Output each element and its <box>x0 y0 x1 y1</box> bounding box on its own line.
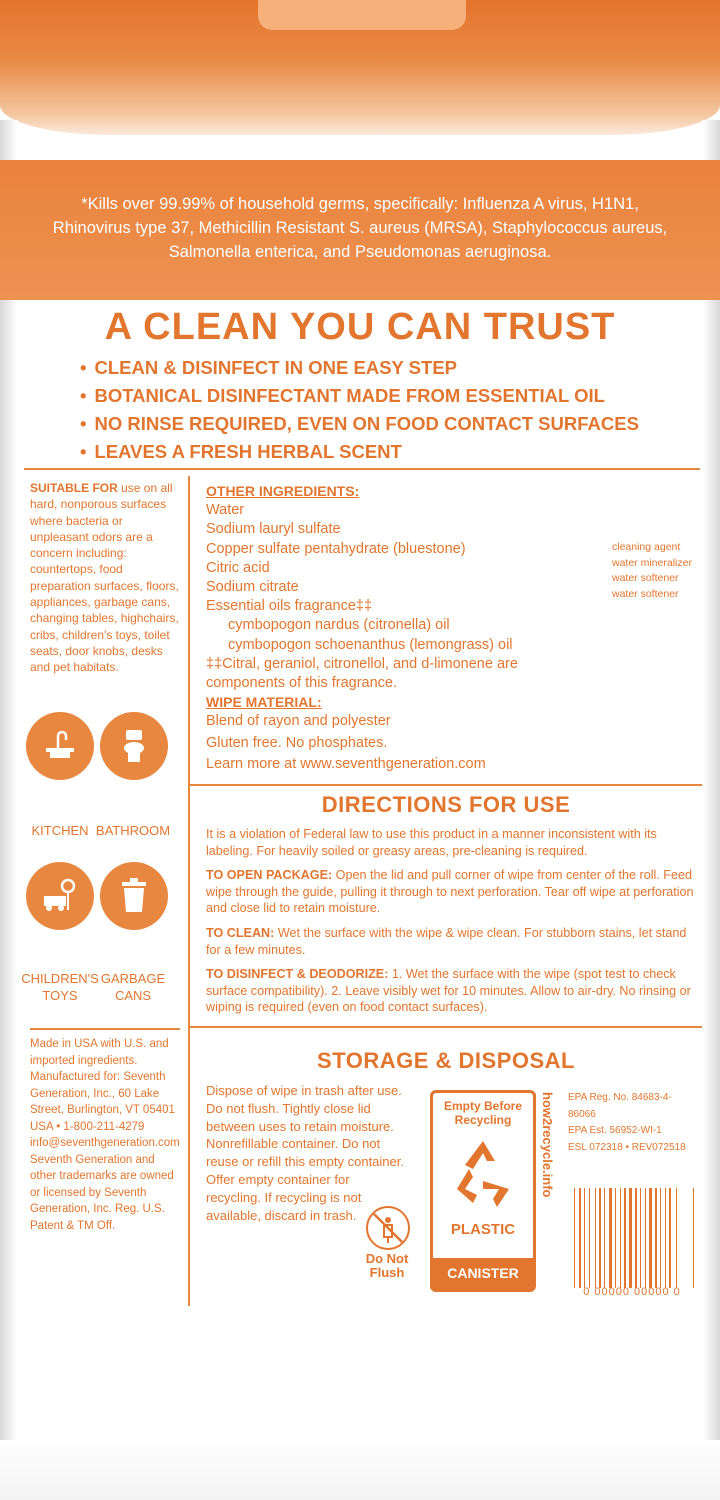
ingredient-item: Water <box>206 502 245 519</box>
suitable-for-text: SUITABLE FOR use on all hard, nonporous surfaces where bacteria or unpleasant odors are a concern including: countertops, food preparation surfaces, floors, appliances, garbage cans, changing tables, highchairs, cribs, children's toys, toilet seats, door knobs, desks and pet habitats. <box>30 481 179 675</box>
directions-intro: It is a violation of Federal law to use this product in a manner inconsistent with its labeling. For heavily soiled or greasy areas, pre-cleaning is required. <box>206 827 657 858</box>
headline: A CLEAN YOU CAN TRUST <box>104 306 616 348</box>
barcode <box>574 1188 694 1288</box>
divider <box>30 1028 180 1030</box>
how2recycle-link[interactable]: how2recycle.info <box>540 1092 555 1198</box>
barcode-bar <box>655 1188 657 1288</box>
epa-reg: EPA Reg. No. 84683-4-86066 <box>568 1092 672 1120</box>
feature-item: • NO RINSE REQUIRED, EVEN ON FOOD CONTACT SURFACES <box>80 413 639 434</box>
ingredient-sub-item: cymbopogon schoenanthus (lemongrass) oil <box>228 636 513 653</box>
ingredients-title: OTHER INGREDIENTS: <box>206 483 360 499</box>
divider <box>190 1026 702 1028</box>
use-icon-label: BATHROOM <box>95 823 171 838</box>
barcode-bar <box>629 1188 632 1288</box>
vertical-divider <box>188 476 190 1306</box>
feature-item: • LEAVES A FRESH HERBAL SCENT <box>80 441 402 462</box>
ingredient-item: Citric acid <box>206 559 270 576</box>
directions-open: TO OPEN PACKAGE: Open the lid and pull corner of wipe from center of the roll. Feed wipe through the guide, pulling it through to next perforation. Tear off wipe at perforation and close lid to retain moisture. <box>206 868 694 916</box>
directions-clean: TO CLEAN: Wet the surface with the wipe & wipe clean. For stubborn stains, let stand for a few minutes. <box>206 925 687 957</box>
barcode-bar <box>676 1188 677 1288</box>
epa-est: EPA Est. 56952-WI-1 <box>568 1125 662 1136</box>
barcode-bar <box>579 1188 581 1288</box>
barcode-bar <box>609 1188 612 1288</box>
esl-code: ESL 072318 • REV072518 <box>568 1141 686 1153</box>
feature-list <box>80 354 680 466</box>
ingredient-role: water mineralizer <box>612 556 692 569</box>
sink-icon <box>26 712 94 780</box>
fragrance-footnote: ‡‡Citral, geraniol, citronellol, and d-limonene are components of this fragrance. <box>206 655 518 692</box>
wipe-material-text: Blend of rayon and polyester <box>206 713 391 730</box>
feature-item: • CLEAN & DISINFECT IN ONE EASY STEP <box>80 357 457 378</box>
ingredients-panel <box>206 482 606 774</box>
barcode-bar <box>665 1188 666 1288</box>
ingredient-role: water softener <box>612 587 679 600</box>
use-icon-label: CHILDREN'S TOYS <box>21 971 99 1003</box>
use-icon-label: GARBAGE CANS <box>100 971 166 1003</box>
ingredient-role: cleaning agent <box>612 541 681 553</box>
recycle-type: CANISTER <box>433 1258 533 1289</box>
directions-disinfect: TO DISINFECT & DEODORIZE: 1. Wet the surface with the wipe (spot test to check surface compatibility). 2. Leave visibly wet for 10 minutes. Allow to air-dry. No rinsing or wiping is required (even on food contact surfaces). <box>206 967 691 1015</box>
gluten-free-text: Gluten free. No phosphates. <box>206 734 388 751</box>
barcode-bar <box>669 1188 671 1288</box>
epa-info <box>568 1090 698 1156</box>
barcode-bar <box>584 1188 585 1288</box>
use-icon-bathroom <box>100 712 168 780</box>
ingredient-item: Copper sulfate pentahydrate (bluestone) <box>206 540 466 557</box>
canister-bottom <box>0 1440 720 1500</box>
barcode-bar <box>624 1188 626 1288</box>
barcode-bar <box>604 1188 605 1288</box>
use-icon-label: KITCHEN <box>31 823 89 838</box>
ingredient-role: water softener <box>612 572 679 584</box>
barcode-number: 0 00000 00000 0 <box>583 1286 681 1298</box>
barcode-bar <box>595 1188 596 1288</box>
ingredient-item: Sodium citrate <box>206 579 299 596</box>
learn-more-text: Learn more at www.seventhgeneration.com <box>206 755 486 772</box>
barcode-bar <box>645 1188 646 1288</box>
use-icon-garbage <box>100 862 168 930</box>
do-not-flush-label: Do Not Flush <box>365 1251 409 1280</box>
use-icon-kitchen <box>26 712 94 780</box>
ingredient-item: Sodium lauryl sulfate <box>206 521 341 538</box>
storage-text: Dispose of wipe in trash after use. Do not flush. Tightly close lid between uses to retain moisture. Nonrefillable container. Do not reuse or refill this empty container. Offer empty container for recycling. If recycling is not available, discard in trash. <box>206 1083 404 1223</box>
barcode-bar <box>620 1188 621 1288</box>
ingredient-sub-item: cymbopogon nardus (citronella) oil <box>228 617 450 634</box>
divider <box>190 784 702 786</box>
recycle-icon <box>443 1133 523 1213</box>
recycling-label <box>430 1090 536 1292</box>
empty-before-recycling: Empty Before Recycling <box>443 1099 523 1127</box>
barcode-bar <box>599 1188 601 1288</box>
feature-item: • BOTANICAL DISINFECTANT MADE FROM ESSENTIAL OIL <box>80 385 605 406</box>
barcode-bar <box>615 1188 616 1288</box>
wipe-material-title: WIPE MATERIAL: <box>206 694 322 711</box>
barcode-bar <box>635 1188 637 1288</box>
divider <box>24 468 700 470</box>
ingredient-item: Essential oils fragrance‡‡ <box>206 598 373 615</box>
toys-icon <box>26 862 94 930</box>
ingredient-roles <box>612 540 712 602</box>
recycle-material: PLASTIC <box>450 1221 516 1238</box>
trash-can-icon <box>100 862 168 930</box>
germ-claim-text: *Kills over 99.99% of household germs, specifically: Influenza A virus, H1N1, Rhinovirus type 37, Methicillin Resistant S. aureus (MRSA), Staphylococcus aureus, Salmonella enterica, and Pseudomonas aeruginosa. <box>52 195 668 261</box>
barcode-bar <box>660 1188 661 1288</box>
use-icon-toys <box>26 862 94 930</box>
directions-text <box>206 826 698 1024</box>
storage-title: STORAGE & DISPOSAL <box>317 1048 575 1073</box>
barcode-bar <box>589 1188 590 1288</box>
lid-tab <box>258 0 466 30</box>
toilet-icon <box>100 712 168 780</box>
barcode-bar <box>649 1188 652 1288</box>
directions-title: DIRECTIONS FOR USE <box>321 792 571 817</box>
do-not-flush-icon <box>366 1206 410 1250</box>
manufacturer-info: Made in USA with U.S. and imported ingredients. Manufactured for: Seventh Generation, Inc., 60 Lake Street, Burlington, VT 05401 USA • 1-800-211-4279 info@seventhgeneration.com Seventh Generation and other trademarks are owned or licensed by Seventh Generation, Inc. Reg. U.S. Patent & TM Off. <box>30 1038 180 1232</box>
barcode-bar <box>640 1188 641 1288</box>
